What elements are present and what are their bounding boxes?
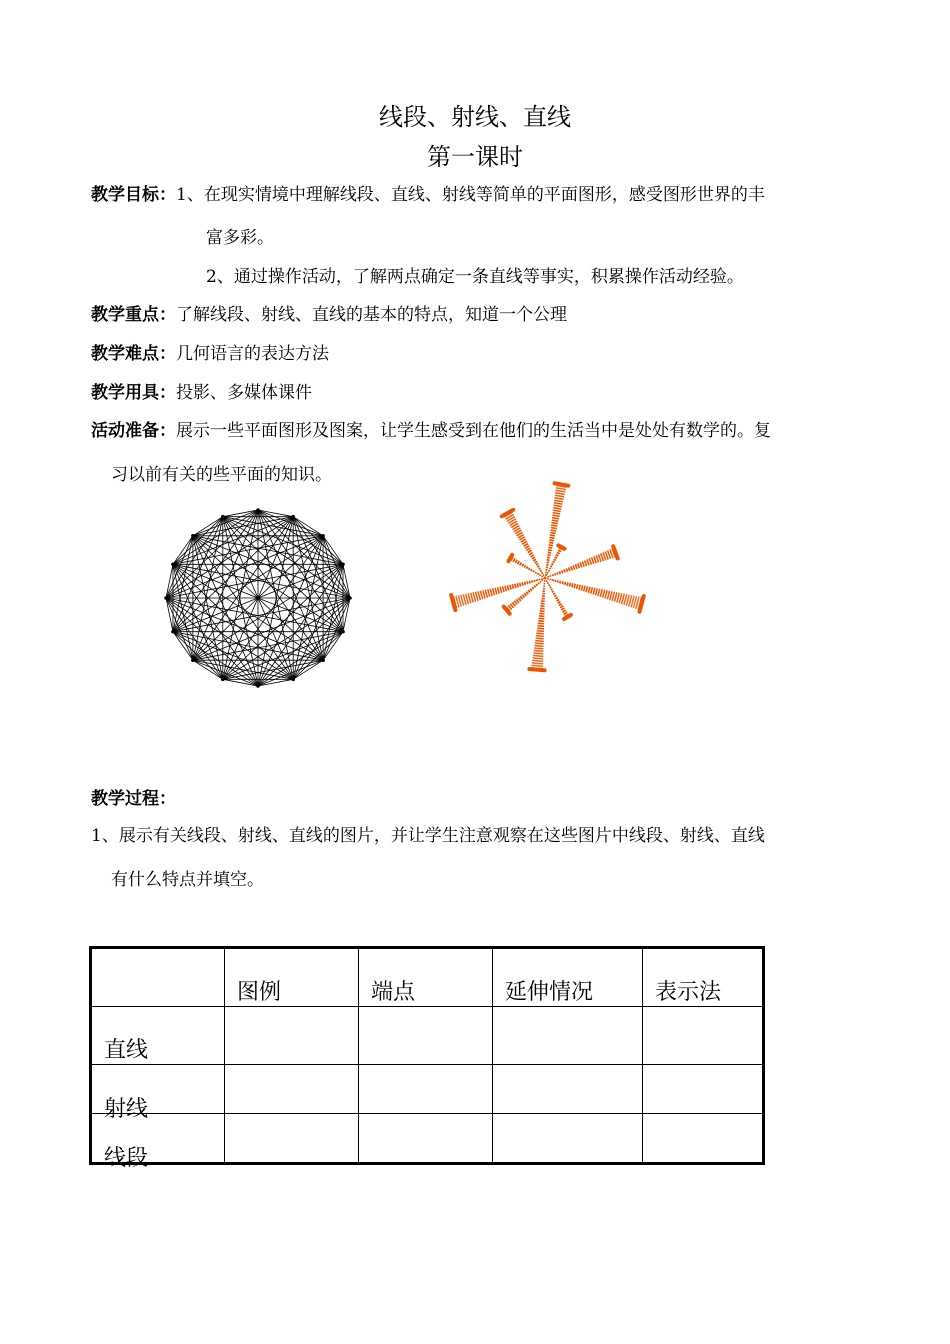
table-header-cell: 延伸情况 — [493, 948, 643, 1007]
process-label: 教学过程： — [91, 789, 176, 809]
table-cell[interactable] — [493, 1007, 643, 1065]
process-step-1: 1、展示有关线段、射线、直线的图片，并让学生注意观察在这些图片中线段、射线、直线 — [91, 826, 765, 846]
goals-line-1 — [91, 180, 765, 205]
table-row — [91, 1065, 764, 1114]
vertex-dot — [221, 515, 225, 519]
table-cell[interactable] — [493, 1065, 643, 1114]
table-cell[interactable] — [493, 1114, 643, 1164]
vertex-dot — [291, 515, 295, 519]
key-point-text: 了解线段、射线、直线的基本的特点，知道一个公理 — [176, 305, 567, 325]
table-header-cell: 端点 — [359, 948, 493, 1007]
table-cell[interactable] — [225, 1065, 359, 1114]
vertex-dot — [256, 684, 260, 688]
goals-item-2: 2、通过操作活动，了解两点确定一条直线等事实，积累操作活动经验。 — [206, 267, 744, 287]
key-point-label: 教学重点： — [91, 305, 176, 325]
table-cell[interactable] — [225, 1114, 359, 1164]
goals-item-1-cont: 富多彩。 — [206, 228, 274, 248]
table-header-row — [91, 948, 764, 1007]
starburst-figure — [440, 490, 652, 685]
table-cell[interactable] — [359, 1114, 493, 1164]
table-cell[interactable] — [643, 1065, 764, 1114]
starburst-arm — [545, 545, 565, 578]
prep-text: 展示一些平面图形及图案，让学生感受到在他们的生活当中是处处有数学的。复 — [176, 421, 771, 441]
difficulty-text: 几何语言的表达方法 — [176, 344, 329, 364]
vertex-dot — [171, 563, 175, 567]
table-row — [91, 1007, 764, 1065]
tools-line — [91, 378, 312, 403]
vertex-dot — [341, 630, 345, 634]
process-step-1-cont: 有什么特点并填空。 — [111, 870, 264, 890]
table-cell[interactable] — [643, 1007, 764, 1065]
table-cell[interactable] — [359, 1007, 493, 1065]
vertex-dot — [191, 534, 195, 538]
vertex-dot — [321, 658, 325, 662]
goals-item-1: 1、在现实情境中理解线段、直线、射线等简单的平面图形，感受图形世界的丰 — [176, 185, 765, 205]
vertex-dot — [348, 596, 352, 600]
mystic-rose-figure — [160, 508, 356, 688]
vertex-dot — [221, 678, 225, 682]
fill-in-table — [89, 946, 765, 1171]
starburst-arm — [502, 510, 545, 578]
vertex-dot — [171, 630, 175, 634]
row-label-segment: 线段 — [91, 1114, 225, 1164]
tools-label: 教学用具： — [91, 383, 176, 403]
difficulty-label: 教学难点： — [91, 344, 176, 364]
goals-label: 教学目标： — [91, 185, 176, 205]
starburst-arm — [545, 483, 568, 578]
key-point-line — [91, 300, 567, 325]
vertex-dot — [321, 534, 325, 538]
prep-line — [91, 416, 771, 441]
page-subtitle: 第一课时 — [427, 143, 523, 171]
starburst-arm — [545, 546, 618, 578]
starburst-arm — [451, 578, 545, 610]
row-label-line: 直线 — [91, 1007, 225, 1065]
table-row — [91, 1114, 764, 1164]
prep-label: 活动准备： — [91, 421, 176, 441]
table-header-cell: 表示法 — [643, 948, 764, 1007]
tools-text: 投影、多媒体课件 — [176, 383, 312, 403]
vertex-dot — [256, 508, 260, 512]
vertex-dot — [164, 596, 168, 600]
table-cell[interactable] — [225, 1007, 359, 1065]
prep-text-cont: 习以前有关的些平面的知识。 — [111, 465, 332, 485]
row-label-ray: 射线 — [91, 1065, 225, 1114]
vertex-dot — [341, 563, 345, 567]
table-cell[interactable] — [359, 1065, 493, 1114]
table-header-cell: 图例 — [225, 948, 359, 1007]
difficulty-line — [91, 339, 329, 364]
page-title: 线段、射线、直线 — [379, 103, 571, 131]
table-cell[interactable] — [643, 1114, 764, 1164]
vertex-dot — [291, 678, 295, 682]
table-header-cell — [91, 948, 225, 1007]
vertex-dot — [191, 658, 195, 662]
starburst-arm — [529, 578, 545, 670]
starburst-arm — [545, 578, 644, 612]
